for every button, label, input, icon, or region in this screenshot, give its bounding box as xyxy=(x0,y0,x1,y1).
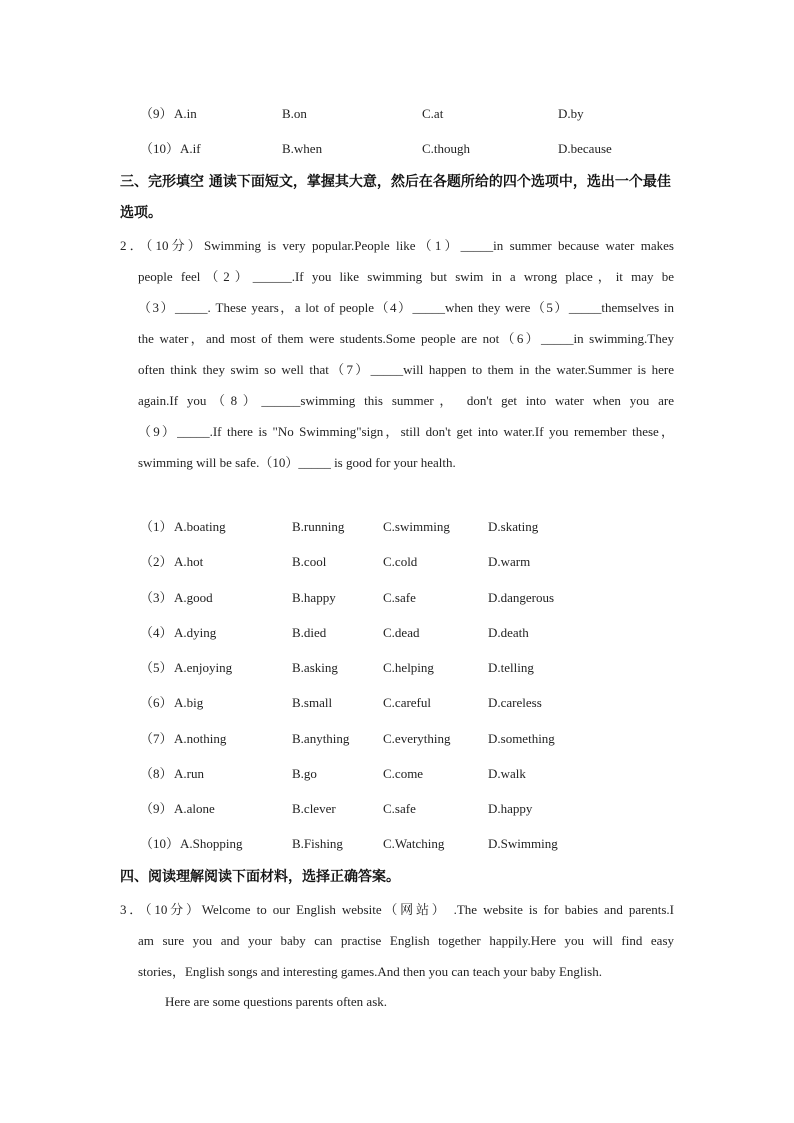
option-b: B.go xyxy=(292,766,317,781)
option-d: D.something xyxy=(488,731,555,746)
option-row xyxy=(140,103,660,125)
option-d: D.because xyxy=(558,141,612,156)
option-row xyxy=(140,833,600,855)
option-c: C.everything xyxy=(383,731,451,746)
passage-sub-line: Here are some questions parents often ask. xyxy=(165,994,388,1009)
option-c: C.dead xyxy=(383,625,420,640)
option-a: A.in xyxy=(174,106,197,121)
option-row xyxy=(140,657,600,679)
option-c: C.careful xyxy=(383,695,432,710)
option-c: C.Watching xyxy=(383,836,445,851)
passage-line: stories，English songs and interesting games.And then you can teach your baby English. xyxy=(138,964,602,979)
option-number: （1） xyxy=(140,519,173,534)
question-2-passage xyxy=(120,230,674,478)
option-b: B.small xyxy=(292,695,333,710)
option-b: B.asking xyxy=(292,660,338,675)
option-d: D.skating xyxy=(488,519,539,534)
section-heading-cloze xyxy=(120,167,680,229)
option-c: C.helping xyxy=(383,660,434,675)
option-b: B.clever xyxy=(292,801,336,816)
option-b: B.died xyxy=(292,625,327,640)
option-b: B.when xyxy=(282,141,323,156)
option-a: A.good xyxy=(174,590,213,605)
option-d: D.happy xyxy=(488,801,533,816)
option-row xyxy=(140,798,600,820)
option-a: A.dying xyxy=(174,625,217,640)
option-d: D.warm xyxy=(488,554,531,569)
passage-line: 3．（10分）Welcome to our English website（网站） .The website is for babies and parents.I xyxy=(120,902,674,917)
option-d: D.by xyxy=(558,106,584,121)
option-a: A.nothing xyxy=(174,731,227,746)
option-number: （5） xyxy=(140,660,173,675)
option-c: C.come xyxy=(383,766,424,781)
option-number: （9） xyxy=(140,106,173,121)
option-number: （6） xyxy=(140,695,173,710)
option-c: C.cold xyxy=(383,554,418,569)
option-c: C.safe xyxy=(383,801,416,816)
option-row xyxy=(140,516,600,538)
option-row xyxy=(140,622,600,644)
option-a: A.hot xyxy=(174,554,204,569)
option-c: C.swimming xyxy=(383,519,450,534)
option-a: A.run xyxy=(174,766,204,781)
option-number: （10） xyxy=(140,141,180,156)
passage-line: （9）_____.If there is "No Swimming"sign，still don't get into water.If you remember these， xyxy=(138,424,674,439)
heading-line: 选项。 xyxy=(120,205,162,221)
option-b: B.anything xyxy=(292,731,350,746)
option-c: C.though xyxy=(422,141,471,156)
option-row xyxy=(140,587,600,609)
option-a: A.enjoying xyxy=(174,660,233,675)
passage-line: swimming will be safe.（10）_____ is good for your health. xyxy=(138,455,456,470)
section-heading-reading xyxy=(120,862,680,893)
option-c: C.at xyxy=(422,106,444,121)
option-d: D.Swimming xyxy=(488,836,558,851)
option-b: B.on xyxy=(282,106,307,121)
question-3-passage xyxy=(120,894,674,987)
option-d: D.death xyxy=(488,625,529,640)
option-a: A.if xyxy=(180,141,201,156)
option-c: C.safe xyxy=(383,590,416,605)
heading-line: 四、阅读理解阅读下面材料，选择正确答案。 xyxy=(120,869,400,885)
option-number: （2） xyxy=(140,554,173,569)
option-d: D.walk xyxy=(488,766,526,781)
option-d: D.telling xyxy=(488,660,534,675)
option-number: （3） xyxy=(140,590,173,605)
passage-line: am sure you and your baby can practise English together happily.Here you will find easy xyxy=(138,933,674,948)
passage-line: again.If you（8）______swimming this summer， don't get into water when you are xyxy=(138,393,674,408)
heading-line: 三、完形填空 通读下面短文，掌握其大意，然后在各题所给的四个选项中，选出一个最佳 xyxy=(120,174,671,190)
option-d: D.dangerous xyxy=(488,590,555,605)
option-d: D.careless xyxy=(488,695,542,710)
option-row xyxy=(140,551,600,573)
passage-line: （3）_____. These years，a lot of people（4）_____when they were（5）_____themselves in xyxy=(138,300,674,315)
option-number: （8） xyxy=(140,766,173,781)
option-b: B.running xyxy=(292,519,345,534)
passage-line: often think they swim so well that（7）_____will happen to them in the water.Summer is here xyxy=(138,362,674,377)
option-b: B.cool xyxy=(292,554,327,569)
option-number: （4） xyxy=(140,625,173,640)
option-a: A.big xyxy=(174,695,204,710)
option-row xyxy=(140,138,660,160)
passage-line: the water，and most of them were students.Some people are not（6）_____in swimming.They xyxy=(138,331,674,346)
option-a: A.Shopping xyxy=(180,836,243,851)
option-b: B.happy xyxy=(292,590,336,605)
option-b: B.Fishing xyxy=(292,836,343,851)
option-number: （7） xyxy=(140,731,173,746)
option-row xyxy=(140,728,600,750)
passage-line: 2．（10分）Swimming is very popular.People like（1）_____in summer because water makes xyxy=(120,238,674,253)
option-a: A.boating xyxy=(174,519,226,534)
option-row xyxy=(140,763,600,785)
option-number: （9） xyxy=(140,801,173,816)
option-a: A.alone xyxy=(174,801,215,816)
option-number: （10） xyxy=(140,836,180,851)
passage-line: people feel（2）______.If you like swimming but swim in a wrong place，it may be xyxy=(138,269,674,284)
option-row xyxy=(140,692,600,714)
